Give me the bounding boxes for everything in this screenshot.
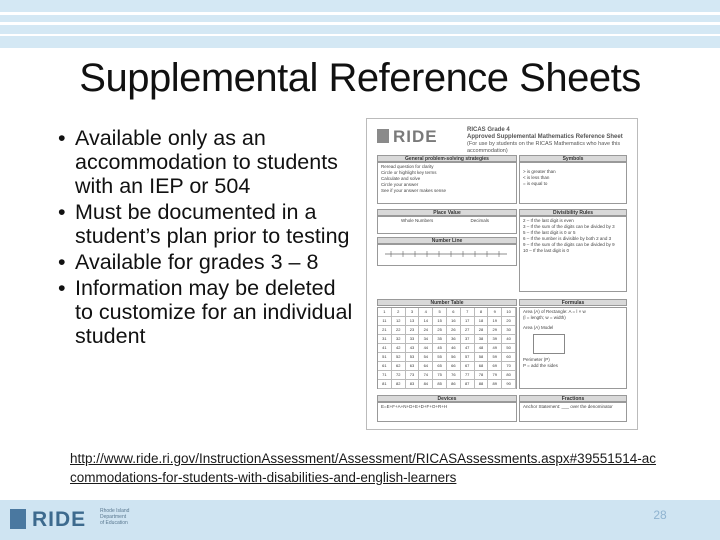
org-line: Department [100,514,127,520]
place-value-label: Whole Numbers [401,218,434,223]
rhode-island-shape-icon [10,509,26,529]
rule-divisor: 3 [523,224,526,229]
strategy-item: Calculate and solve [381,176,421,181]
rule-divisor: 2 [523,218,526,223]
section-fractions: Fractions [519,395,627,402]
reference-sheet-image [366,118,638,430]
section-devices: Devices [377,395,517,402]
place-value-label: Decimals [470,218,490,223]
rule-text: If the last digit is 0 or 5 [530,230,576,235]
divisibility-box [519,216,627,292]
bullet-dot-icon: • [58,126,66,150]
rule-divisor: 10 [523,248,529,253]
bullet-dot-icon: • [58,200,66,224]
band-stripe [0,12,720,15]
bullet-item [58,200,358,248]
symbol-item: > is greater than [523,169,556,174]
section-number-line: Number Line [377,237,517,244]
bullet-dot-icon: • [58,276,66,300]
formula-line: Area (A) Model [523,325,554,330]
symbol-item: < is less than [523,175,550,180]
formulas-box [519,307,627,389]
strategy-item: Reread question for clarity [381,164,434,169]
divisibility-rule: 9 – If the sum of the digits can be divided by 9 [523,242,615,247]
rule-text: If the number is divisible by both 2 and 3 [530,236,612,241]
section-symbols: Symbols [519,155,627,162]
strategies-box [377,162,517,204]
formula-line: Area (A) of Rectangle: A = l × w [523,309,586,314]
section-strategies: General problem-solving strategies [377,155,517,162]
bullet-item [58,250,358,274]
bullet-text: Information may be deleted to customize for an individual student [75,276,353,348]
number-line-box [377,244,517,266]
rhode-island-shape-icon [377,129,389,143]
footer-band [0,500,720,540]
logo-text: RIDE [393,127,438,146]
rule-divisor: 6 [523,236,526,241]
rule-divisor: 9 [523,242,526,247]
rule-text: If the sum of the digits can be divided by 3 [530,224,615,229]
strategy-item: See if your answer makes sense [381,188,447,193]
symbols-box [519,162,627,204]
footer-org-name [100,508,129,526]
footer-logo-text: RIDE [32,508,87,531]
place-value-box [377,216,517,234]
formula-line: (l = length; w = width) [523,315,566,320]
number-table-grid: 1 2 3 4 5 6 7 8 9 10 11 12 13 14 15 16 17 18 19 20 21 22 23 24 25 26 27 28 29 30 31 32 33 34 35 36 37 38 39 40 41 42 43 44 45 46 47 48 49 50 51 52 53 54 55 56 57 58 59 60 61 62 63 64 65 66 67 68 69 70 71 72 73 74 75 76 77 78 79 80 81 82 83 84 85 86 87 88 89 90 [377,307,517,389]
ride-accommodations-link[interactable]: http://www.ride.ri.gov/InstructionAssessment/Assessment/RICASAssessments.aspx#39551514-accommodations-for-students-with-disabilities-and-english-learners [70,451,657,485]
divisibility-rule: 3 – If the sum of the digits can be divided by 3 [523,224,615,229]
band-stripe [0,34,720,36]
org-line: of Education [100,520,128,526]
ride-logo [377,127,438,147]
org-line: Rhode Island [100,508,130,514]
sheet-subheading: Approved Supplemental Mathematics Reference Sheet [467,134,623,140]
bullet-text: Must be documented in a student’s plan prior to testing [75,200,350,248]
divisibility-rule: 6 – If the number is divisible by both 2 and 3 [523,236,612,241]
bullet-list [58,126,358,350]
section-place-value: Place Value [377,209,517,216]
formula-line: Perimeter (P) [523,357,550,362]
rule-text: If the last digit is even [530,218,574,223]
rule-divisor: 5 [523,230,526,235]
bullet-item [58,126,358,198]
divisibility-rule: 2 – If the last digit is even [523,218,574,223]
rule-text: If the sum of the digits can be divided by 9 [530,242,615,247]
devices-box: E=E+F+A+N+D+E+D+F+O+R+H [377,402,517,422]
sheet-heading: RICAS Grade 4 [467,127,510,133]
sheet-note: (For use by students on the RICAS Mathematics who have this accommodation) [467,141,621,154]
strategy-item: Circle or highlight key terms [381,170,437,175]
divisibility-rule: 5 – If the last digit is 0 or 5 [523,230,576,235]
section-formulas: Formulas [519,299,627,306]
page-number: 28 [653,508,667,522]
formula-line: P = add the sides [523,363,558,368]
section-divisibility: Divisibility Rules [519,209,627,216]
divisibility-rule: 10 – If the last digit is 0 [523,248,570,253]
section-number-table: Number Table [377,299,517,306]
bullet-text: Available for grades 3 – 8 [75,250,319,274]
strategy-item: Circle your answer [381,182,419,187]
fractions-box: Anchor Statement: ___ over the denominator [519,402,627,422]
slide-title: Supplemental Reference Sheets [79,56,641,100]
bullet-dot-icon: • [58,250,66,274]
rule-text: If the last digit is 0 [533,248,570,253]
top-decorative-band [0,0,720,48]
number-line-graphic [381,246,511,260]
sheet-header [467,127,632,155]
symbol-item: = is equal to [523,181,548,186]
bullet-item [58,276,358,348]
band-stripe [0,22,720,25]
area-model-icon [533,334,565,354]
bullet-text: Available only as an accommodation to students with an IEP or 504 [75,126,338,198]
